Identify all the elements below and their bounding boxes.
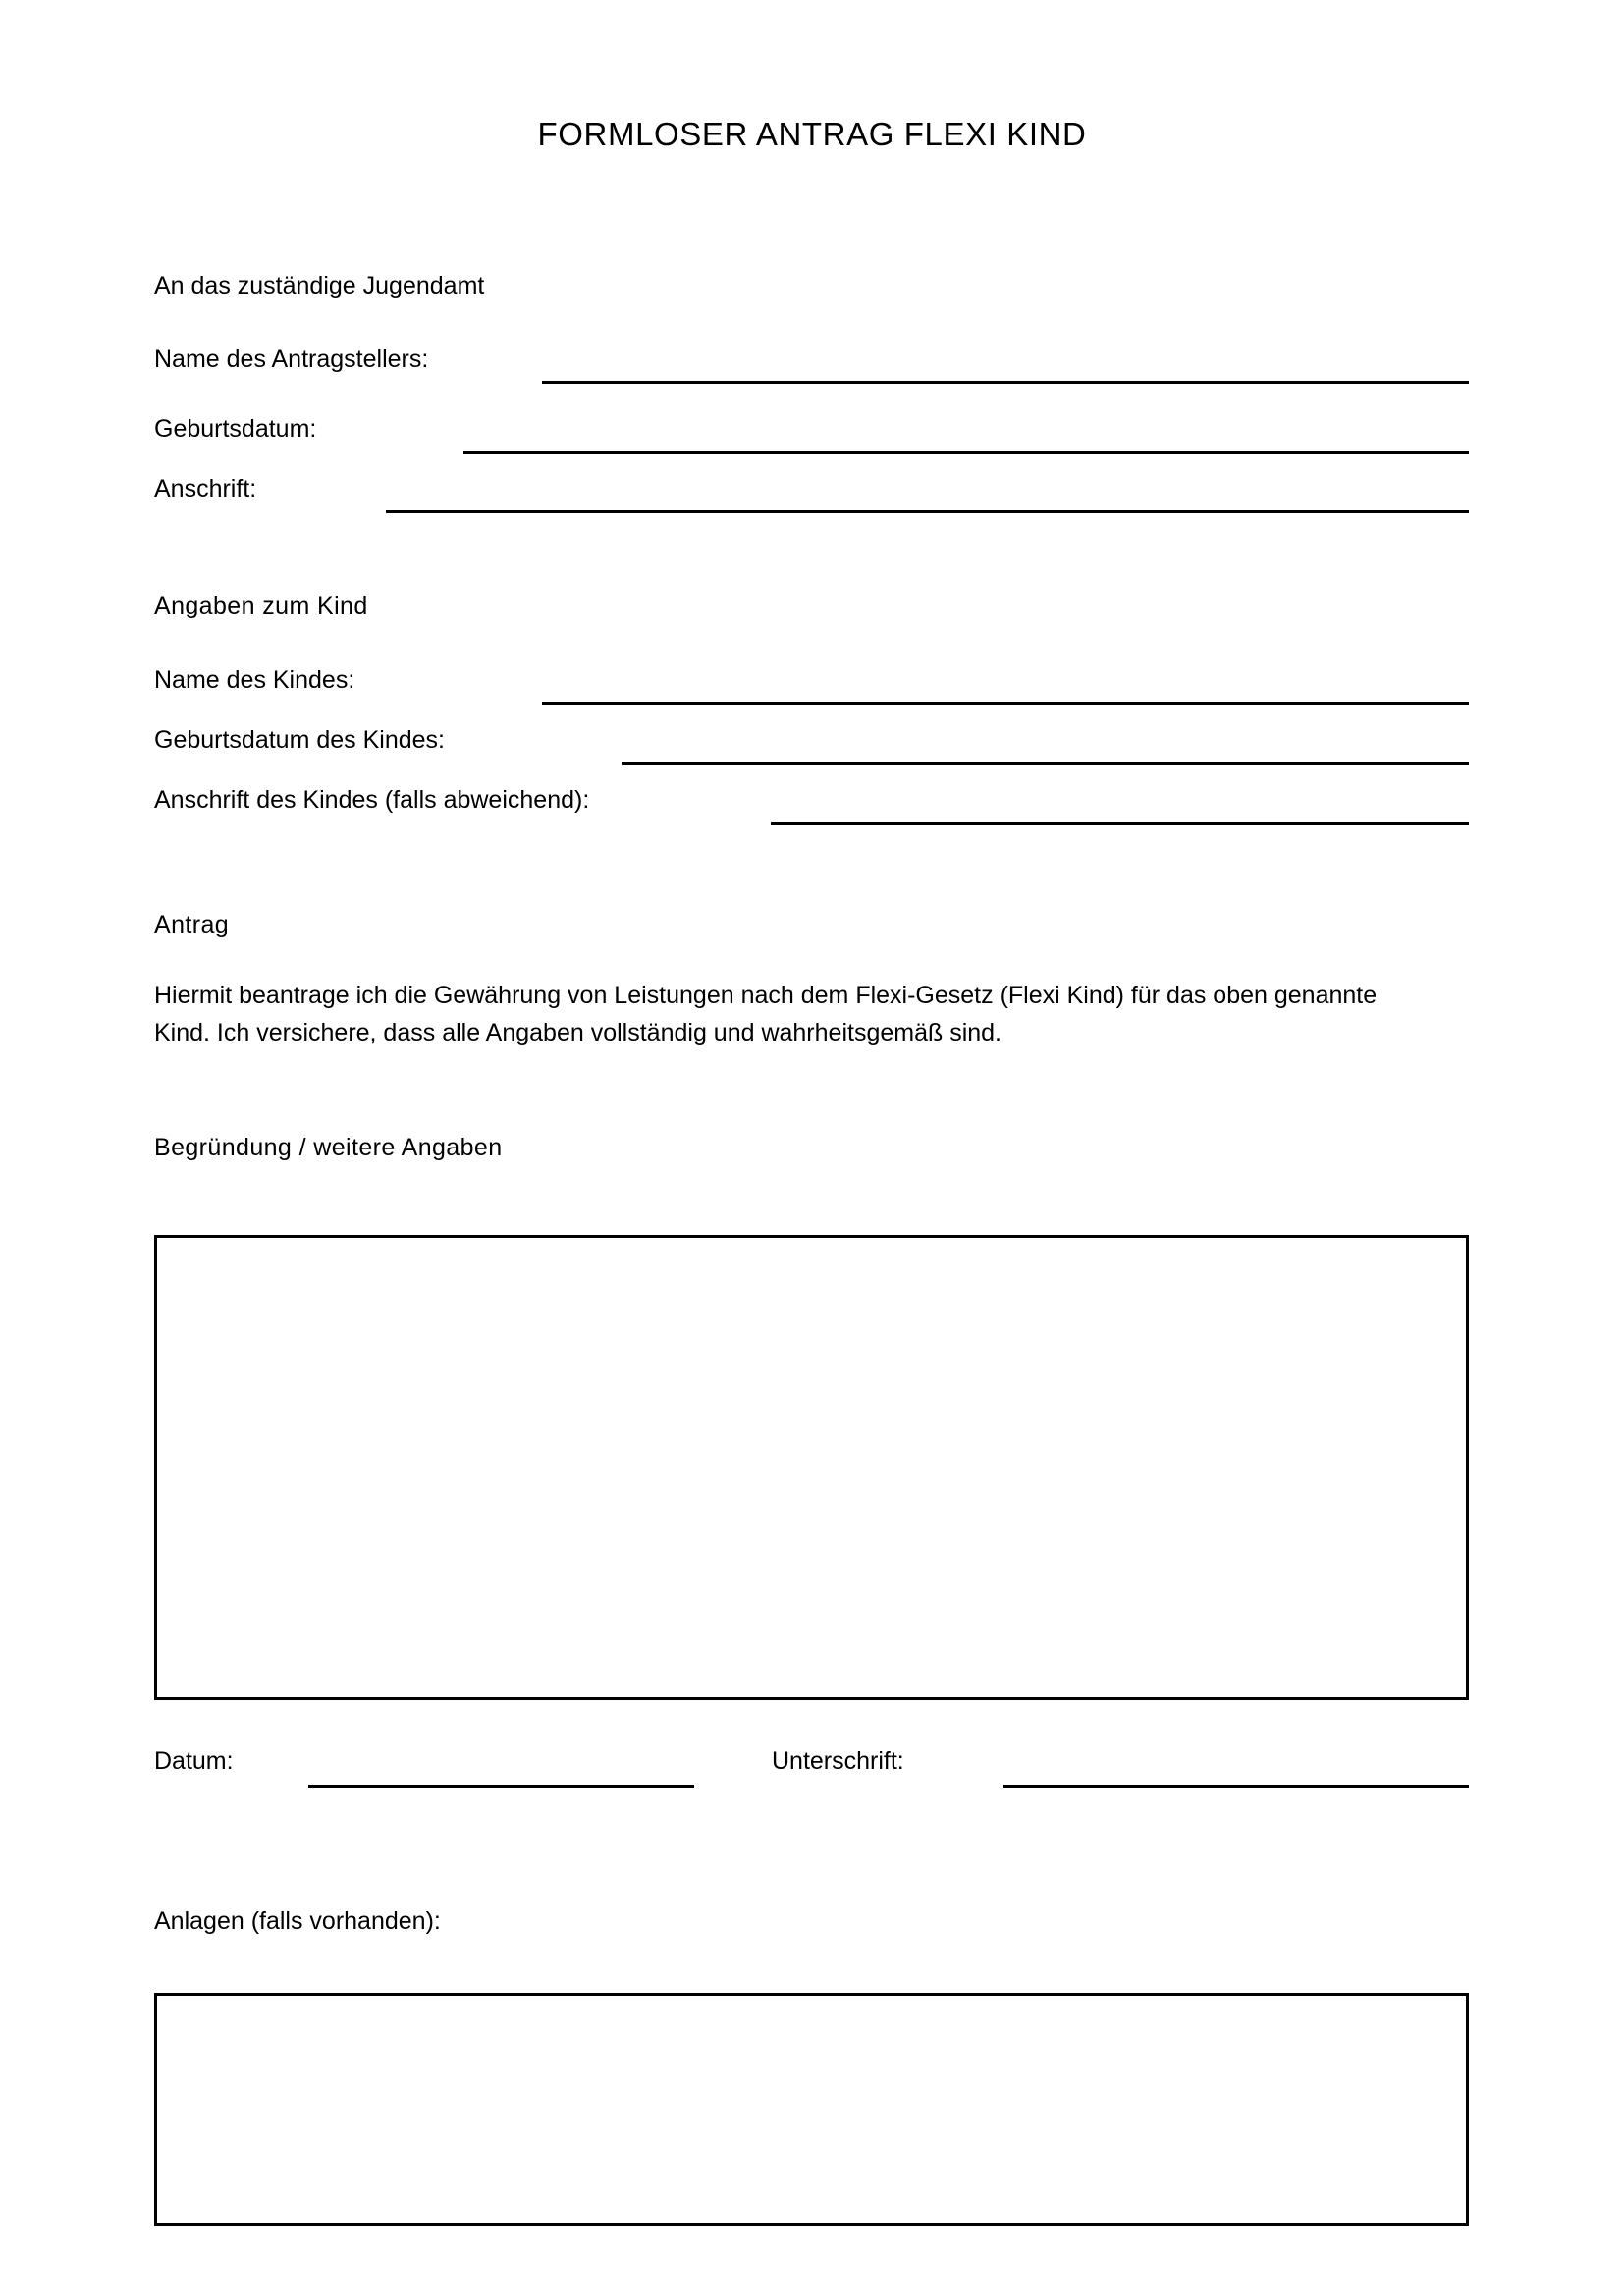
- begruendung-textarea[interactable]: [154, 1235, 1469, 1700]
- heading-angaben-zum-kind: Angaben zum Kind: [154, 592, 368, 619]
- input-datum[interactable]: [308, 1785, 694, 1788]
- label-name-des-kindes: Name des Kindes:: [154, 667, 355, 694]
- addressee-line: An das zuständige Jugendamt: [154, 272, 485, 299]
- request-body-text: Hiermit beantrage ich die Gewährung von Leistungen nach dem Flexi-Gesetz (Flexi Kind) für das oben genannte Kind. Ich versichere, dass alle Angaben vollständig und wahrheitsgemäß sind.: [154, 982, 1378, 1046]
- anlagen-textarea[interactable]: [154, 1993, 1469, 2226]
- input-anschrift[interactable]: [386, 510, 1469, 513]
- heading-antrag: Antrag: [154, 911, 230, 938]
- input-name-des-antragstellers[interactable]: [542, 381, 1469, 384]
- input-unterschrift[interactable]: [1003, 1785, 1469, 1788]
- label-datum: Datum:: [154, 1747, 234, 1775]
- label-anschrift-des-kindes: Anschrift des Kindes (falls abweichend):: [154, 786, 590, 814]
- input-anschrift-des-kindes[interactable]: [771, 822, 1469, 825]
- heading-begruendung: Begründung / weitere Angaben: [154, 1134, 503, 1161]
- label-anschrift: Anschrift:: [154, 475, 257, 503]
- label-name-des-antragstellers: Name des Antragstellers:: [154, 346, 429, 373]
- label-unterschrift: Unterschrift:: [772, 1747, 904, 1775]
- label-geburtsdatum-des-kindes: Geburtsdatum des Kindes:: [154, 726, 445, 754]
- heading-anlagen: Anlagen (falls vorhanden):: [154, 1907, 441, 1935]
- page-title: FORMLOSER ANTRAG FLEXI KIND: [537, 116, 1087, 152]
- input-geburtsdatum[interactable]: [463, 451, 1469, 454]
- label-geburtsdatum: Geburtsdatum:: [154, 415, 317, 443]
- input-geburtsdatum-des-kindes[interactable]: [622, 762, 1469, 765]
- input-name-des-kindes[interactable]: [542, 702, 1469, 705]
